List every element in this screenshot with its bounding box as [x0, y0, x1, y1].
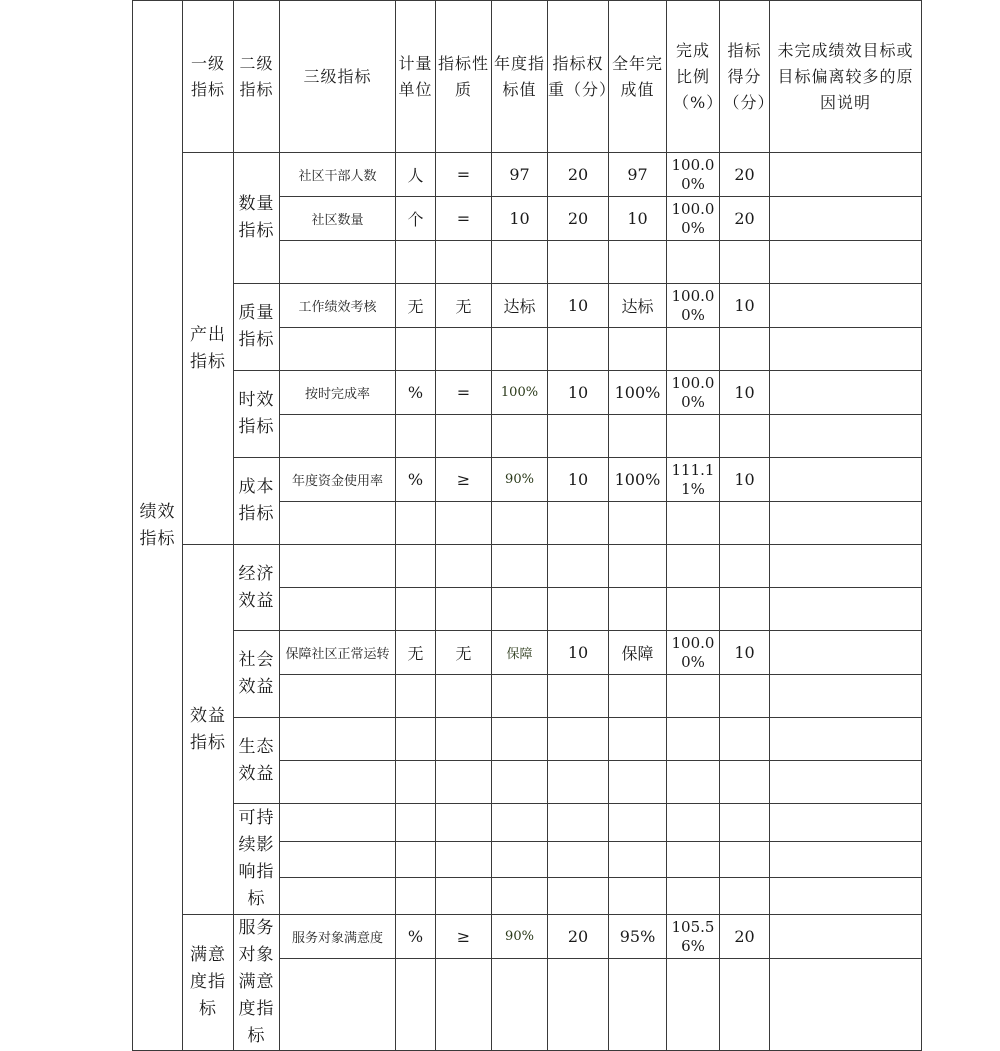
indicator-actual: 达标 — [609, 284, 667, 328]
performance-indicator-table — [132, 0, 922, 1051]
indicator-target: 达标 — [492, 284, 548, 328]
indicator-nature: = — [436, 153, 492, 197]
indicator-actual: 保障 — [609, 631, 667, 675]
indicator-ratio: 105.56% — [667, 915, 720, 959]
table-row — [133, 153, 922, 197]
indicator-score: 20 — [720, 197, 770, 241]
indicator-reason — [770, 284, 922, 328]
indicator-name: 工作绩效考核 — [280, 284, 396, 328]
indicator-score: 10 — [720, 458, 770, 502]
indicator-ratio: 100.00% — [667, 284, 720, 328]
indicator-actual: 100% — [609, 371, 667, 415]
header-unit: 计量单位 — [396, 1, 436, 153]
category-satisfaction: 满意度指标 — [183, 915, 234, 1051]
indicator-target: 90% — [492, 458, 548, 502]
indicator-score: 10 — [720, 284, 770, 328]
indicator-reason — [770, 458, 922, 502]
indicator-nature: ≥ — [436, 915, 492, 959]
header-annual-target: 年度指标值 — [492, 1, 548, 153]
indicator-actual: 100% — [609, 458, 667, 502]
subcategory-quality: 质量指标 — [234, 284, 280, 371]
indicator-name: 服务对象满意度 — [280, 915, 396, 959]
indicator-score: 10 — [720, 631, 770, 675]
indicator-target: 100% — [492, 371, 548, 415]
indicator-weight: 20 — [548, 197, 609, 241]
table-row — [133, 631, 922, 675]
indicator-weight: 10 — [548, 371, 609, 415]
indicator-reason — [770, 197, 922, 241]
subcategory-economic: 经济效益 — [234, 545, 280, 631]
indicator-nature: ≥ — [436, 458, 492, 502]
indicator-ratio: 100.00% — [667, 153, 720, 197]
indicator-nature: = — [436, 371, 492, 415]
indicator-target: 保障 — [492, 631, 548, 675]
indicator-unit: % — [396, 371, 436, 415]
subcategory-service: 服务对象满意度指标 — [234, 915, 280, 1051]
outer-label-cell — [133, 1, 183, 1051]
header-score: 指标得分（分） — [720, 1, 770, 153]
subcategory-cost: 成本指标 — [234, 458, 280, 545]
indicator-unit: 无 — [396, 631, 436, 675]
header-level1: 一级指标 — [183, 1, 234, 153]
indicator-weight: 10 — [548, 458, 609, 502]
indicator-actual: 97 — [609, 153, 667, 197]
header-ratio: 完成比例（%） — [667, 1, 720, 153]
indicator-score: 10 — [720, 371, 770, 415]
indicator-nature: 无 — [436, 631, 492, 675]
indicator-target: 97 — [492, 153, 548, 197]
indicator-weight: 10 — [548, 631, 609, 675]
indicator-ratio: 100.00% — [667, 371, 720, 415]
indicator-reason — [770, 631, 922, 675]
indicator-name: 社区干部人数 — [280, 153, 396, 197]
indicator-unit: % — [396, 915, 436, 959]
indicator-score: 20 — [720, 153, 770, 197]
indicator-name: 按时完成率 — [280, 371, 396, 415]
indicator-name: 社区数量 — [280, 197, 396, 241]
table-row — [133, 915, 922, 959]
category-benefit: 效益指标 — [183, 545, 234, 915]
indicator-weight: 20 — [548, 153, 609, 197]
indicator-reason — [770, 915, 922, 959]
indicator-unit: 无 — [396, 284, 436, 328]
category-output: 产出指标 — [183, 153, 234, 545]
subcategory-sustainable: 可持续影响指标 — [234, 804, 280, 915]
indicator-score: 20 — [720, 915, 770, 959]
indicator-unit: 人 — [396, 153, 436, 197]
indicator-target: 90% — [492, 915, 548, 959]
indicator-weight: 10 — [548, 284, 609, 328]
indicator-ratio: 111.11% — [667, 458, 720, 502]
indicator-actual: 10 — [609, 197, 667, 241]
indicator-unit: % — [396, 458, 436, 502]
indicator-target: 10 — [492, 197, 548, 241]
table-row-empty — [133, 718, 922, 761]
header-actual: 全年完成值 — [609, 1, 667, 153]
indicator-nature: 无 — [436, 284, 492, 328]
indicator-name: 保障社区正常运转 — [280, 631, 396, 675]
header-level2: 二级指标 — [234, 1, 280, 153]
header-level3: 三级指标 — [280, 1, 396, 153]
indicator-reason — [770, 371, 922, 415]
indicator-unit: 个 — [396, 197, 436, 241]
indicator-nature: = — [436, 197, 492, 241]
indicator-name: 年度资金使用率 — [280, 458, 396, 502]
table-row — [133, 458, 922, 502]
indicator-reason — [770, 153, 922, 197]
indicator-ratio: 100.00% — [667, 197, 720, 241]
indicator-weight: 20 — [548, 915, 609, 959]
indicator-ratio: 100.00% — [667, 631, 720, 675]
header-weight: 指标权重（分） — [548, 1, 609, 153]
header-reason: 未完成绩效目标或目标偏离较多的原因说明 — [770, 1, 922, 153]
table-row-empty — [133, 545, 922, 588]
header-row — [133, 1, 922, 153]
table-row-empty — [133, 804, 922, 842]
subcategory-social: 社会效益 — [234, 631, 280, 718]
outer-label: 绩效指标 — [139, 501, 176, 549]
subcategory-ecological: 生态效益 — [234, 718, 280, 804]
subcategory-timeliness: 时效指标 — [234, 371, 280, 458]
subcategory-quantity: 数量指标 — [234, 153, 280, 284]
table-row — [133, 371, 922, 415]
indicator-actual: 95% — [609, 915, 667, 959]
table-row — [133, 284, 922, 328]
header-nature: 指标性质 — [436, 1, 492, 153]
